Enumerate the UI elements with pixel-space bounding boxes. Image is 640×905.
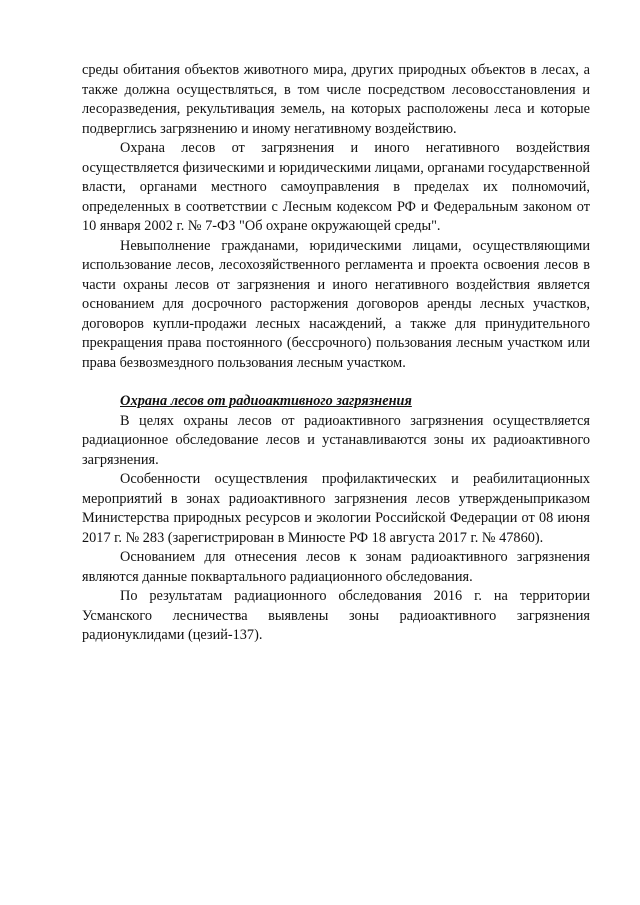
section-heading: Охрана лесов от радиоактивного загрязнения (120, 393, 412, 409)
document-page (82, 61, 590, 646)
paragraph-radiation-survey: В целях охраны лесов от радиоактивного загрязнения осуществляется радиационное обследование лесов и устанавливаются зоны их радиоактивного загрязнения. (82, 412, 590, 468)
paragraph-non-compliance: Невыполнение гражданами, юридическими лицами, осуществляющими использование лесов, лесохозяйственного регламента и проекта освоения лесов в части охраны лесов от загрязнения и иного негативного воздействия является основанием для досрочного расторжения договоров аренды лесных участков, договоров купли-продажи лесных насаждений, а также для принудительного прекращения права постоянного (бессрочного) пользования лесным участком или права безвозмездного пользования лесным участком. (82, 237, 590, 371)
paragraph-survey-results: По результатам радиационного обследования 2016 г. на территории Усманского лесничества выявлены зоны радиоактивного загрязнения радионуклидами (цезий-137). (82, 588, 590, 643)
paragraph-zone-basis: Основанием для отнесения лесов к зонам радиоактивного загрязнения являются данные поквартального радиационного обследования. (82, 549, 590, 585)
paragraph-measures-order: Особенности осуществления профилактических и реабилитационных мероприятий в зонах радиоактивного загрязнения лесов утвержденыприказом Министерства природных ресурсов и экологии Российской Федерации от 08 июня 2017 г. № 283 (зарегистрирован в Минюсте РФ 18 августа 2017 г. № 47860). (82, 471, 590, 546)
paragraph-protection-responsibility: Охрана лесов от загрязнения и иного негативного воздействия осуществляется физическими и юридическими лицами, органами государственной власти, органами местного самоуправления в пределах их полномочий, определенных в соответствии с Лесным кодексом РФ и Федеральным законом от 10 января 2002 г. № 7-ФЗ "Об охране окружающей среды". (82, 140, 591, 234)
paragraph-continuation: среды обитания объектов животного мира, других природных объектов в лесах, а также должна осуществляться, в том числе посредством лесовосстановления и лесоразведения, рекультивация земель, на которых расположены леса и которые подверглись загрязнению и иному негативному воздействию. (82, 62, 590, 137)
